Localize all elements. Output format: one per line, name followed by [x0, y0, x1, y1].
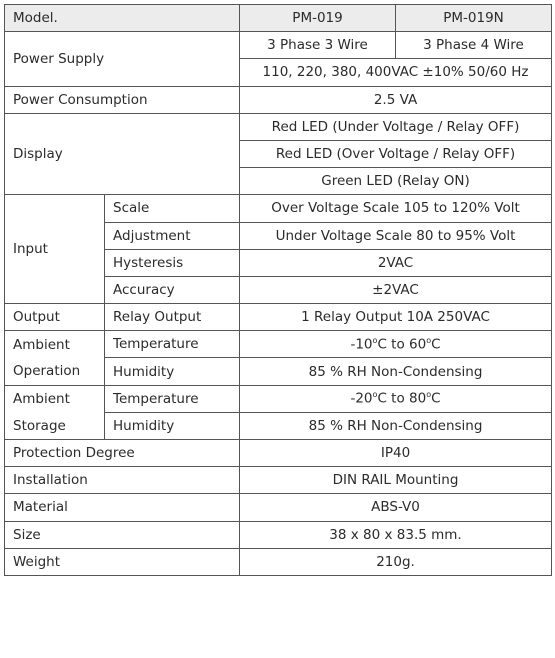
cell-value: Green LED (Relay ON)	[240, 168, 552, 195]
table-row	[5, 440, 552, 467]
table-row	[5, 86, 552, 113]
table-row	[5, 385, 552, 412]
sub-label: Accuracy	[105, 276, 240, 303]
cell-value: 3 Phase 4 Wire	[396, 32, 552, 59]
temperature-range: -20$^o$C to 80$^o$C	[240, 385, 552, 412]
cell-value: 38 x 80 x 83.5 mm.	[240, 521, 552, 548]
row-label: Weight	[5, 548, 240, 575]
table-row	[5, 331, 552, 358]
sub-label: Scale	[105, 195, 240, 222]
row-label: Protection Degree	[5, 440, 240, 467]
sub-label: Relay Output	[105, 304, 240, 331]
model-name: PM-019	[240, 5, 396, 32]
sub-label: Temperature	[105, 331, 240, 358]
sub-label: Adjustment	[105, 222, 240, 249]
cell-value: Under Voltage Scale 80 to 95% Volt	[240, 222, 552, 249]
cell-value: IP40	[240, 440, 552, 467]
cell-value: 1 Relay Output 10A 250VAC	[240, 304, 552, 331]
sub-label: Humidity	[105, 358, 240, 385]
cell-value: 2.5 VA	[240, 86, 552, 113]
cell-value: DIN RAIL Mounting	[240, 467, 552, 494]
table-row	[5, 521, 552, 548]
cell-value: 2VAC	[240, 249, 552, 276]
cell-value: 3 Phase 3 Wire	[240, 32, 396, 59]
cell-value: 85 % RH Non-Condensing	[240, 358, 552, 385]
row-label: Operation	[5, 358, 105, 385]
sub-label: Humidity	[105, 412, 240, 439]
sub-label: Hysteresis	[105, 249, 240, 276]
cell-value: Red LED (Over Voltage / Relay OFF)	[240, 140, 552, 167]
row-label: Ambient	[5, 385, 105, 412]
table-row	[5, 5, 552, 32]
table-row	[5, 412, 552, 439]
row-label: Output	[5, 304, 105, 331]
cell-value: Over Voltage Scale 105 to 120% Volt	[240, 195, 552, 222]
row-label: Material	[5, 494, 240, 521]
table-row	[5, 548, 552, 575]
row-label: Power Supply	[5, 32, 240, 86]
spec-table	[4, 4, 552, 576]
model-name: PM-019N	[396, 5, 552, 32]
row-label: Storage	[5, 412, 105, 439]
table-row	[5, 113, 552, 140]
row-label: Power Consumption	[5, 86, 240, 113]
row-label: Input	[5, 195, 105, 304]
model-label: Model.	[5, 5, 240, 32]
row-label: Ambient	[5, 331, 105, 358]
row-label: Display	[5, 113, 240, 195]
cell-value: Red LED (Under Voltage / Relay OFF)	[240, 113, 552, 140]
table-row	[5, 304, 552, 331]
cell-value: ABS-V0	[240, 494, 552, 521]
table-row	[5, 467, 552, 494]
cell-value: 210g.	[240, 548, 552, 575]
table-row	[5, 195, 552, 222]
table-row	[5, 358, 552, 385]
cell-value: 110, 220, 380, 400VAC ±10% 50/60 Hz	[240, 59, 552, 86]
sub-label: Temperature	[105, 385, 240, 412]
table-row	[5, 32, 552, 59]
cell-value: ±2VAC	[240, 276, 552, 303]
row-label: Size	[5, 521, 240, 548]
cell-value: 85 % RH Non-Condensing	[240, 412, 552, 439]
table-row	[5, 494, 552, 521]
row-label: Installation	[5, 467, 240, 494]
temperature-range: -10$^o$C to 60$^o$C	[240, 331, 552, 358]
